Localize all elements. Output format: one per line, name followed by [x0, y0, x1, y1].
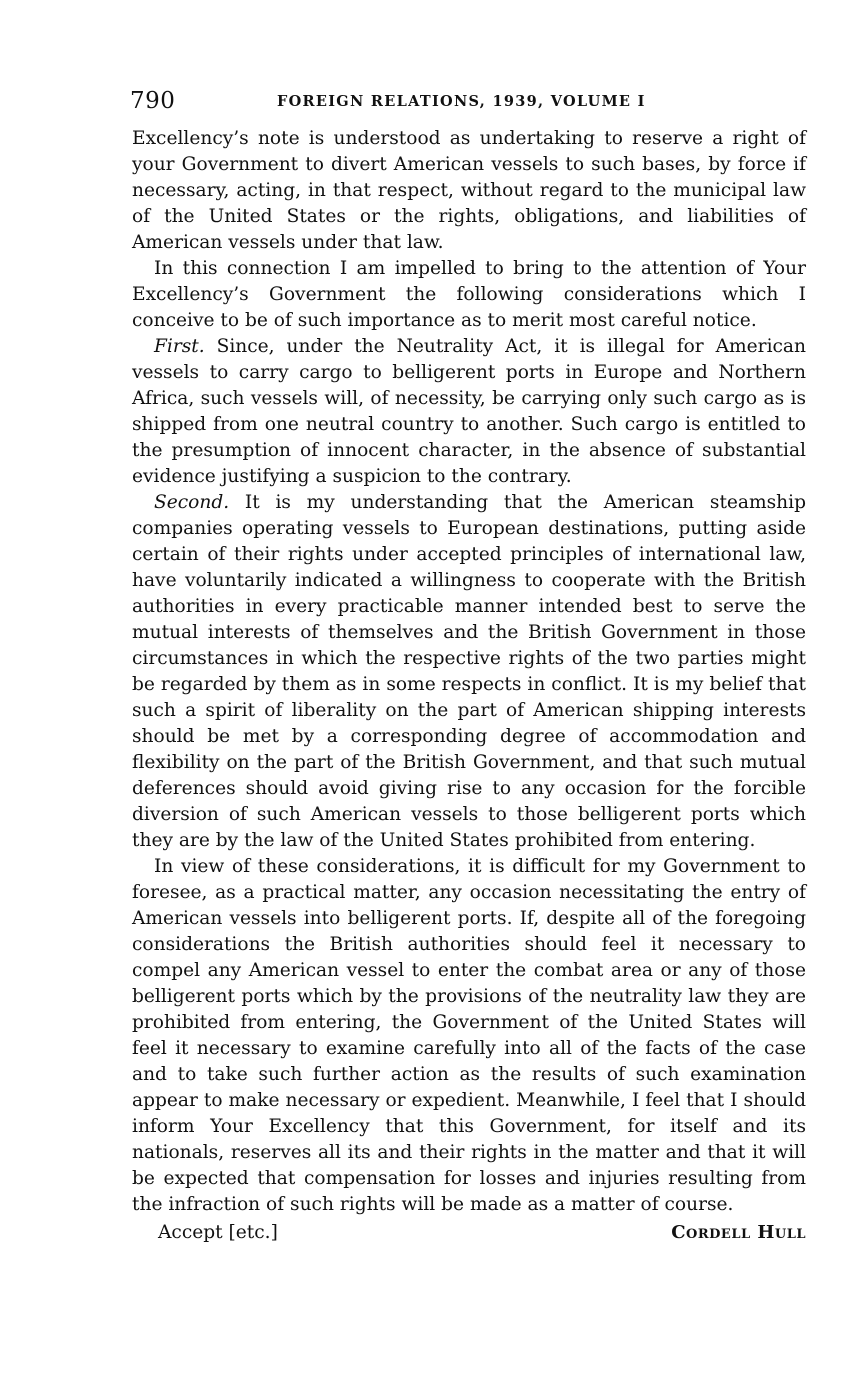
paragraph-text: It is my understanding that the American steamship companies operating vessels to European destinations, putting aside certain of their rights under accepted principles of international law, have voluntarily indicated a willingness to cooperate with the British authorities in every practicable manner intended best to serve the mutual interests of themselves and the British Government in those circumstances in which the respective rights of the two parties might be regarded by them as in some respects in conflict. It is my belief that such a spirit of liberality on the part of American shipping interests should be met by a corresponding degree of accommodation and flexibility on the part of the British Government, and that such mutual deferences should avoid giving rise to any occasion for the forcible diversion of such American vessels to those belligerent ports which they are by the law of the United States prohibited from entering. [132, 492, 806, 851]
running-header [132, 88, 806, 122]
paragraph [132, 334, 806, 490]
paragraph-text: In this connection I am impelled to bring to the attention of Your Excellency’s Government the following considerations which I conceive to be of such importance as to merit most careful notice. [132, 258, 806, 331]
paragraph [132, 490, 806, 854]
running-title: FOREIGN RELATIONS, 1939, VOLUME I [277, 93, 646, 110]
paragraph-text: Since, under the Neutrality Act, it is illegal for American vessels to carry cargo to belligerent ports in Europe and Northern Africa, such vessels will, of necessity, be carrying only such cargo as is shipped from one neutral country to another. Such cargo is entitled to the presumption of innocent character, in the absence of substantial evidence justifying a suspicion to the contrary. [132, 336, 806, 487]
signature: Cordell Hull [671, 1222, 806, 1243]
body-text [132, 126, 806, 1218]
paragraph [132, 256, 806, 334]
document-page [132, 88, 806, 1250]
paragraph-lead: Second. [154, 492, 230, 513]
paragraph [132, 126, 806, 256]
paragraph-lead: First. [154, 336, 205, 357]
paragraph-text: In view of these considerations, it is difficult for my Government to foresee, as a practical matter, any occasion necessitating the entry of American vessels into belligerent ports. If, despite all of the foregoing considerations the British authorities should feel it necessary to compel any American vessel to enter the combat area or any of those belligerent ports which by the provisions of the neutrality law they are prohibited from entering, the Government of the United States will feel it necessary to examine carefully into all of the facts of the case and to take such further action as the results of such examination appear to make necessary or expedient. Meanwhile, I feel that I should inform Your Excellency that this Government, for itself and its nationals, reserves all its and their rights in the matter and that it will be expected that compensation for losses and injuries resulting from the infraction of such rights will be made as a matter of course. [132, 856, 806, 1215]
complimentary-close: Accept [etc.] [158, 1222, 278, 1243]
paragraph-text: Excellency’s note is understood as undertaking to reserve a right of your Government to divert American vessels to such bases, by force if necessary, acting, in that respect, without regard to the municipal law of the United States or the rights, obligations, and liabilities of American vessels under that law. [132, 128, 806, 253]
paragraph [132, 854, 806, 1218]
page-number: 790 [130, 88, 176, 114]
closing-block [132, 1220, 806, 1250]
